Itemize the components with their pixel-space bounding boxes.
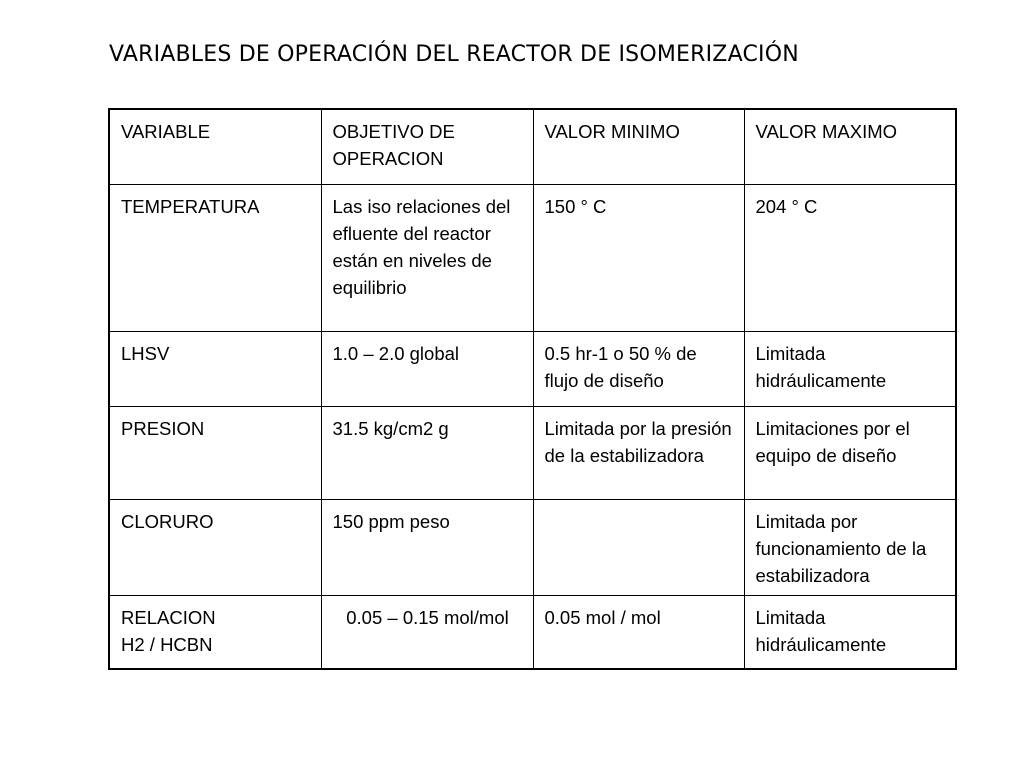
table-row	[109, 407, 956, 500]
cell-maximo: Limitaciones por el equipo de diseño	[744, 407, 956, 500]
cell-objetivo: Las iso relaciones del efluente del reactor están en niveles de equilibrio	[321, 185, 533, 332]
cell-objetivo: 31.5 kg/cm2 g	[321, 407, 533, 500]
cell-objetivo: 0.05 – 0.15 mol/mol	[321, 596, 533, 670]
cell-variable-line1: RELACION	[121, 607, 216, 628]
cell-variable: PRESION	[109, 407, 321, 500]
cell-variable: TEMPERATURA	[109, 185, 321, 332]
cell-objetivo: 1.0 – 2.0 global	[321, 332, 533, 407]
cell-objetivo: 150 ppm peso	[321, 500, 533, 596]
cell-minimo: Limitada por la presión de la estabilizadora	[533, 407, 744, 500]
operation-variables-table	[108, 108, 957, 670]
header-valor-minimo: VALOR MINIMO	[533, 109, 744, 185]
header-valor-maximo: VALOR MAXIMO	[744, 109, 956, 185]
table-row	[109, 500, 956, 596]
cell-minimo: 0.5 hr-1 o 50 % de flujo de diseño	[533, 332, 744, 407]
table-row	[109, 185, 956, 332]
cell-minimo	[533, 500, 744, 596]
table-header-row	[109, 109, 956, 185]
cell-minimo: 150 ° C	[533, 185, 744, 332]
cell-variable-line2: H2 / HCBN	[121, 634, 213, 655]
page-title: VARIABLES DE OPERACIÓN DEL REACTOR DE ISOMERIZACIÓN	[109, 42, 799, 67]
table-row	[109, 332, 956, 407]
cell-maximo: 204 ° C	[744, 185, 956, 332]
header-variable: VARIABLE	[109, 109, 321, 185]
header-objetivo: OBJETIVO DE OPERACION	[321, 109, 533, 185]
table-row	[109, 596, 956, 670]
cell-maximo: Limitada hidráulicamente	[744, 332, 956, 407]
cell-variable: CLORURO	[109, 500, 321, 596]
cell-maximo: Limitada por funcionamiento de la estabilizadora	[744, 500, 956, 596]
cell-minimo: 0.05 mol / mol	[533, 596, 744, 670]
cell-variable: LHSV	[109, 332, 321, 407]
cell-maximo: Limitada hidráulicamente	[744, 596, 956, 670]
cell-variable	[109, 596, 321, 670]
